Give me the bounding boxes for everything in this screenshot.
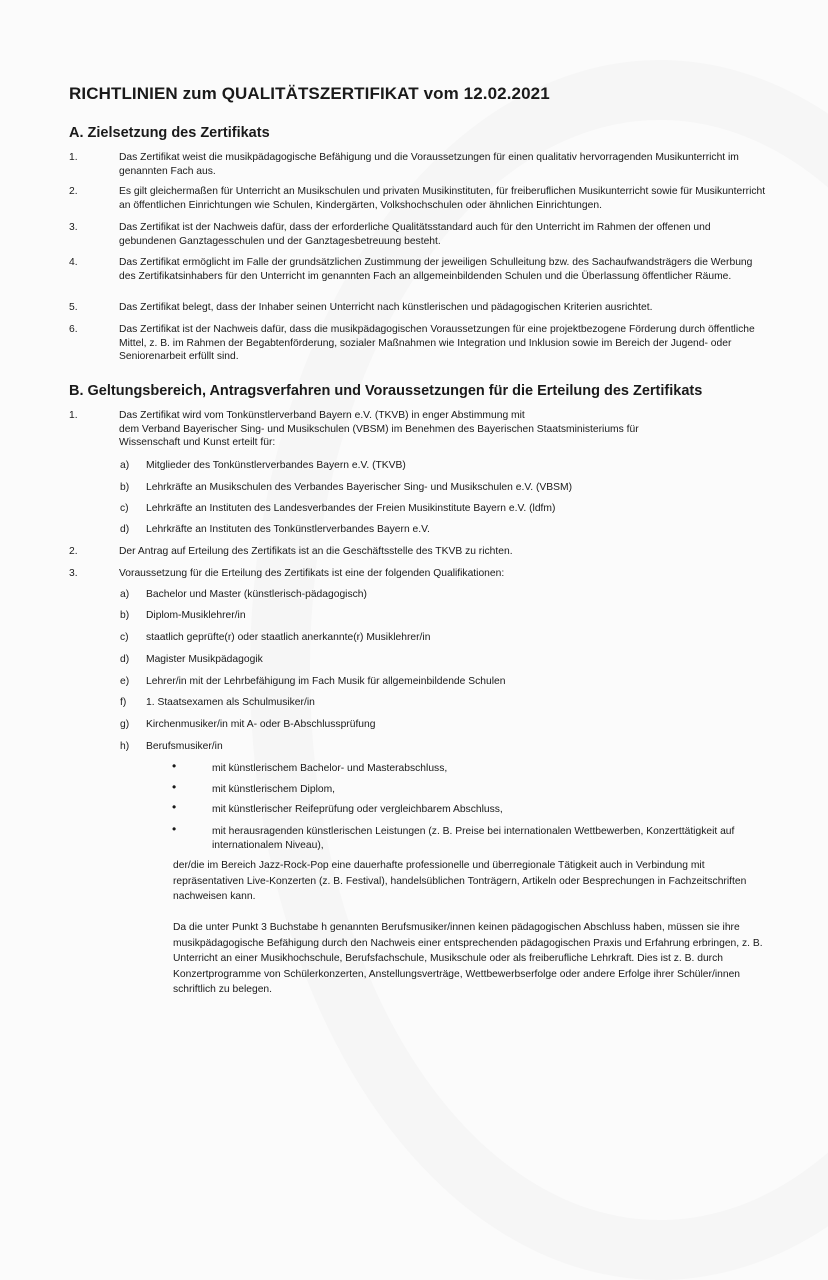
list-letter: d) <box>120 524 130 535</box>
list-item-text: Bachelor und Master (künstlerisch-pädagogisch) <box>146 589 367 600</box>
list-letter: g) <box>120 719 130 730</box>
list-letter: a) <box>120 589 130 600</box>
section-b-item3-text: Voraussetzung für die Erteilung des Zertifikats ist eine der folgenden Qualifikationen: <box>119 568 505 579</box>
list-letter: b) <box>120 610 130 621</box>
list-letter: f) <box>120 697 127 708</box>
section-a-item-number: 2. <box>69 186 78 197</box>
list-item-text: Magister Musikpädagogik <box>146 654 263 665</box>
bullet-icon: • <box>172 800 177 814</box>
list-item-text: Kirchenmusiker/in mit A- oder B-Abschlussprüfung <box>146 719 376 730</box>
list-letter: d) <box>120 654 130 665</box>
list-letter: c) <box>120 632 129 643</box>
section-a-item-number: 5. <box>69 302 78 313</box>
jazz-rock-pop-paragraph: der/die im Bereich Jazz-Rock-Pop eine dauerhafte professionelle und überregionale Tätigkeit auch in Verbindung mit repräsentativen Live-Konzerten (z. B. Festival), handelsüblichen Tonträgern, Artikeln oder Besprechungen in Fachzeitschriften nachweisen kann. <box>173 860 747 902</box>
list-item-text: Mitglieder des Tonkünstlerverbandes Bayern e.V. (TKVB) <box>146 460 406 471</box>
bullet-text: mit künstlerischem Bachelor- und Masterabschluss, <box>212 763 448 774</box>
section-b-item2-text: Der Antrag auf Erteilung des Zertifikats ist an die Geschäftsstelle des TKVB zu richten. <box>119 546 513 557</box>
list-item-text: Lehrkräfte an Musikschulen des Verbandes Bayerischer Sing- und Musikschulen e.V. (VBSM) <box>146 482 573 493</box>
section-a-item-text: Es gilt gleichermaßen für Unterricht an Musikschulen und privaten Musikinstituten, für freiberuflichen Musikunterricht sowie für Musikunterricht an öffentlichen Einrichtungen wie Schulen, Kindergärten, Volkshochschulen oder ähnlichen Einrichtungen. <box>119 186 766 211</box>
list-letter: e) <box>120 676 130 687</box>
text-line: Das Zertifikat wird vom Tonkünstlerverband Bayern e.V. (TKVB) in enger Abstimmung mit <box>119 410 525 421</box>
section-a-item-number: 3. <box>69 222 78 233</box>
list-item-text: Lehrer/in mit der Lehrbefähigung im Fach Musik für allgemeinbildende Schulen <box>146 676 506 687</box>
bullet-icon: • <box>172 759 177 773</box>
list-item-text: Diplom-Musiklehrer/in <box>146 610 246 621</box>
document-title: RICHTLINIEN zum QUALITÄTSZERTIFIKAT vom 12.02.2021 <box>69 84 550 103</box>
section-a-item-number: 4. <box>69 257 78 268</box>
section-a-item-text: Das Zertifikat ermöglicht im Falle der grundsätzlichen Zustimmung der jeweiligen Schulleitung bzw. des Sachaufwandsträgers die Werbung des Zertifikatsinhabers für den Unterricht im genannten Fach an allgemeinbildenden Schulen und die Überlassung öffentlicher Räume. <box>119 257 753 282</box>
list-letter: a) <box>120 460 130 471</box>
section-b-item1-text <box>119 409 769 450</box>
bullet-text: mit künstlerischer Reifeprüfung oder vergleichbarem Abschluss, <box>212 804 503 815</box>
section-a-item-text: Das Zertifikat belegt, dass der Inhaber seinen Unterricht nach künstlerischen und pädagogischen Kriterien ausrichtet. <box>119 302 653 313</box>
section-b-item-number: 2. <box>69 546 78 557</box>
bullet-icon: • <box>172 822 177 836</box>
bullet-icon: • <box>172 780 177 794</box>
list-letter: b) <box>120 482 130 493</box>
list-item-text: 1. Staatsexamen als Schulmusiker/in <box>146 697 315 708</box>
section-a-item-text: Das Zertifikat ist der Nachweis dafür, dass der erforderliche Qualitätsstandard auch für den Unterricht im Rahmen der offenen und gebundenen Ganztagesschulen und der Ganztagesbetreuung besteht. <box>119 222 711 247</box>
list-letter: h) <box>120 741 130 752</box>
bullet-text: mit künstlerischem Diplom, <box>212 784 336 795</box>
section-a-item-number: 1. <box>69 152 78 163</box>
text-line: Wissenschaft und Kunst erteilt für: <box>119 437 276 448</box>
section-a-item-text: Das Zertifikat ist der Nachweis dafür, dass die musikpädagogischen Voraussetzungen für eine projektbezogene Förderung durch öffentliche Mittel, z. B. im Rahmen der Begabtenförderung, sozialer Maßnahmen wie Integration und Inklusion sowie im Bereich der Jugend- oder Seniorenarbeit erfüllt sind. <box>119 324 755 362</box>
section-b-heading: B. Geltungsbereich, Antragsverfahren und Voraussetzungen für die Erteilung des Zertifikats <box>69 383 703 399</box>
list-item-text: Lehrkräfte an Instituten des Tonkünstlerverbandes Bayern e.V. <box>146 524 430 535</box>
text-line: dem Verband Bayerischer Sing- und Musikschulen (VBSM) im Benehmen des Bayerischen Staatsministeriums für <box>119 423 639 435</box>
section-a-item-number: 6. <box>69 324 78 335</box>
list-item-text: Lehrkräfte an Instituten des Landesverbandes der Freien Musikinstitute Bayern e.V. (ldfm) <box>146 503 556 514</box>
bullet-text: mit herausragenden künstlerischen Leistungen (z. B. Preise bei internationalen Wettbewerben, Konzerttätigkeit auf internationalem Niveau), <box>212 826 735 851</box>
section-a-heading: A. Zielsetzung des Zertifikats <box>69 125 270 141</box>
list-letter: c) <box>120 503 129 514</box>
list-item-text: Berufsmusiker/in <box>146 741 223 752</box>
list-item-text: staatlich geprüfte(r) oder staatlich anerkannte(r) Musiklehrer/in <box>146 632 431 643</box>
section-b-item-number: 1. <box>69 410 78 421</box>
section-b-item-number: 3. <box>69 568 78 579</box>
section-a-item-text: Das Zertifikat weist die musikpädagogische Befähigung und die Voraussetzungen für einen qualitativ hervorragenden Musikunterricht im genannten Fach aus. <box>119 152 739 177</box>
pedagogy-proof-paragraph: Da die unter Punkt 3 Buchstabe h genannten Berufsmusiker/innen keinen pädagogischen Abschluss haben, müssen sie ihre musikpädagogische Befähigung durch den Nachweis einer entsprechenden pädagogischen Praxis und Erfahrung erbringen, z. B. Unterricht an einer Musikhochschule, Berufsfachschule, Musikschule oder als freiberufliche Lehrkraft. Dies ist z. B. durch Konzertprogramme von Schülerkonzerten, Anstellungsverträge, Wettbewerbserfolge oder andere Erfolge ihrer Schüler/innen schriftlich zu belegen. <box>173 922 763 995</box>
